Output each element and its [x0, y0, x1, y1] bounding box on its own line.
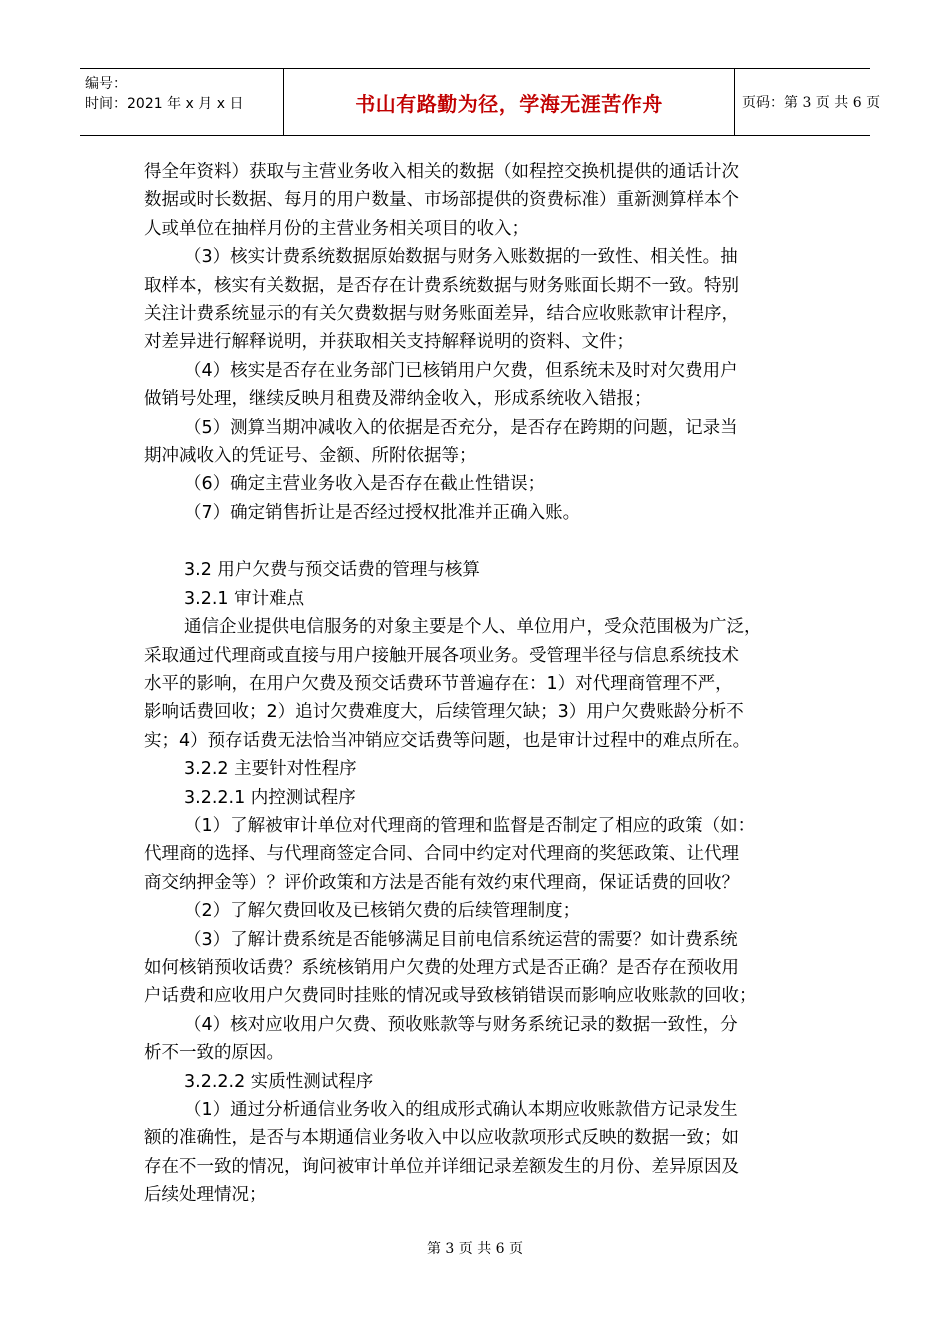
- paragraph: [144, 1011, 808, 1068]
- header-motto-cell: [283, 69, 735, 135]
- paragraph: [144, 897, 808, 925]
- text-line: （5）测算当期冲减收入的依据是否充分，是否存在跨期的问题，记录当: [184, 417, 738, 438]
- text-line: （3）了解计费系统是否能够满足目前电信系统运营的需要？如计费系统: [184, 929, 738, 950]
- text-line: 水平的影响，在用户欠费及预交话费环节普遍存在：1）对代理商管理不严，: [144, 673, 733, 694]
- heading-line: 3.2.2.1 内控测试程序: [184, 787, 356, 808]
- text-line: （2）了解欠费回收及已核销欠费的后续管理制度；: [184, 901, 581, 922]
- subsection-heading: [144, 585, 808, 613]
- header-page-code: 页码：第 3 页 共 6 页: [742, 95, 881, 111]
- text-line: 通信企业提供电信服务的对象主要是个人、单位用户，受众范围极为广泛，: [184, 617, 762, 638]
- heading-line: 3.2.2.2 实质性测试程序: [184, 1071, 374, 1092]
- subsection-heading: [144, 755, 808, 783]
- text-line: 影响话费回收；2）追讨欠费难度大，后续管理欠缺；3）用户欠费账龄分析不: [144, 702, 744, 723]
- text-line: （1）了解被审计单位对代理商的管理和监督是否制定了相应的政策（如：: [184, 815, 756, 836]
- document-date-label: 时间：2021 年 x 月 x 日: [85, 96, 244, 112]
- text-line: 后续处理情况；: [144, 1185, 267, 1206]
- text-line: 存在不一致的情况，询问被审计单位并详细记录差额发生的月份、差异原因及: [144, 1156, 739, 1177]
- paragraph: [144, 414, 808, 471]
- text-line: 期冲减收入的凭证号、金额、所附依据等；: [144, 446, 477, 467]
- document-number-label: 编号：: [85, 76, 127, 92]
- page-header: [80, 68, 881, 136]
- text-line: 如何核销预收话费？系统核销用户欠费的处理方式是否正确？是否存在预收用: [144, 957, 739, 978]
- text-line: 实；4）预存话费无法恰当冲销应交话费等问题，也是审计过程中的难点所在。: [144, 730, 751, 751]
- text-line: 析不一致的原因。: [144, 1043, 284, 1064]
- paragraph: [144, 243, 808, 357]
- section-heading: [144, 556, 808, 584]
- text-line: （6）确定主营业务收入是否存在截止性错误；: [184, 474, 546, 495]
- header-motto: 书山有路勤为径，学海无涯苦作舟: [355, 91, 663, 116]
- paragraph: [144, 357, 808, 414]
- text-line: 户话费和应收用户欠费同时挂账的情况或导致核销错误而影响应收账款的回收；: [144, 986, 757, 1007]
- text-line: 额的准确性，是否与本期通信业务收入中以应收款项形式反映的数据一致；如: [144, 1128, 739, 1149]
- text-line: 商交纳押金等）？评价政策和方法是否能有效约束代理商，保证话费的回收？: [144, 872, 739, 893]
- text-line: 对差异进行解释说明，并获取相关支持解释说明的资料、文件；: [144, 332, 634, 353]
- heading-line: 3.2.1 审计难点: [184, 588, 305, 609]
- paragraph: [144, 1096, 808, 1210]
- page-footer: 第 3 页 共 6 页: [426, 1241, 524, 1257]
- text-line: 得全年资料）获取与主营业务收入相关的数据（如程控交换机提供的通话计次: [144, 162, 739, 182]
- paragraph: [144, 926, 808, 1011]
- text-line: （4）核实是否存在业务部门已核销用户欠费，但系统未及时对欠费用户: [184, 360, 738, 381]
- text-line: 关注计费系统显示的有关欠费数据与财务账面差异，结合应收账款审计程序，: [144, 304, 739, 325]
- heading-line: 3.2 用户欠费与预交话费的管理与核算: [184, 560, 480, 581]
- text-line: 做销号处理，继续反映月租费及滞纳金收入，形成系统收入错报；: [144, 389, 652, 410]
- document-body: [144, 158, 808, 1210]
- paragraph: [144, 158, 808, 243]
- paragraph: [144, 613, 808, 755]
- subsection-heading: [144, 1068, 808, 1096]
- header-info-cell: [80, 69, 283, 135]
- header-page-cell: [735, 69, 881, 135]
- text-line: （4）核对应收用户欠费、预收账款等与财务系统记录的数据一致性，分: [184, 1014, 738, 1035]
- text-line: 数据或时长数据、每月的用户数量、市场部提供的资费标准）重新测算样本个: [144, 190, 739, 211]
- paragraph: [144, 812, 808, 897]
- text-line: 代理商的选择、与代理商签定合同、合同中约定对代理商的奖惩政策、让代理: [144, 844, 739, 865]
- text-line: 人或单位在抽样月份的主营业务相关项目的收入；: [144, 218, 529, 239]
- paragraph: [144, 470, 808, 498]
- heading-line: 3.2.2 主要针对性程序: [184, 759, 357, 780]
- text-line: （3）核实计费系统数据原始数据与财务入账数据的一致性、相关性。抽: [184, 247, 738, 268]
- text-line: （7）确定销售折让是否经过授权批准并正确入账。: [184, 502, 581, 523]
- text-line: 取样本，核实有关数据，是否存在计费系统数据与财务账面长期不一致。特别: [144, 275, 739, 296]
- paragraph-gap: [144, 527, 808, 556]
- subsection-heading: [144, 784, 808, 812]
- paragraph: [144, 499, 808, 527]
- text-line: （1）通过分析通信业务收入的组成形式确认本期应收账款借方记录发生: [184, 1100, 738, 1120]
- text-line: 采取通过代理商或直接与用户接触开展各项业务。受管理半径与信息系统技术: [144, 645, 739, 666]
